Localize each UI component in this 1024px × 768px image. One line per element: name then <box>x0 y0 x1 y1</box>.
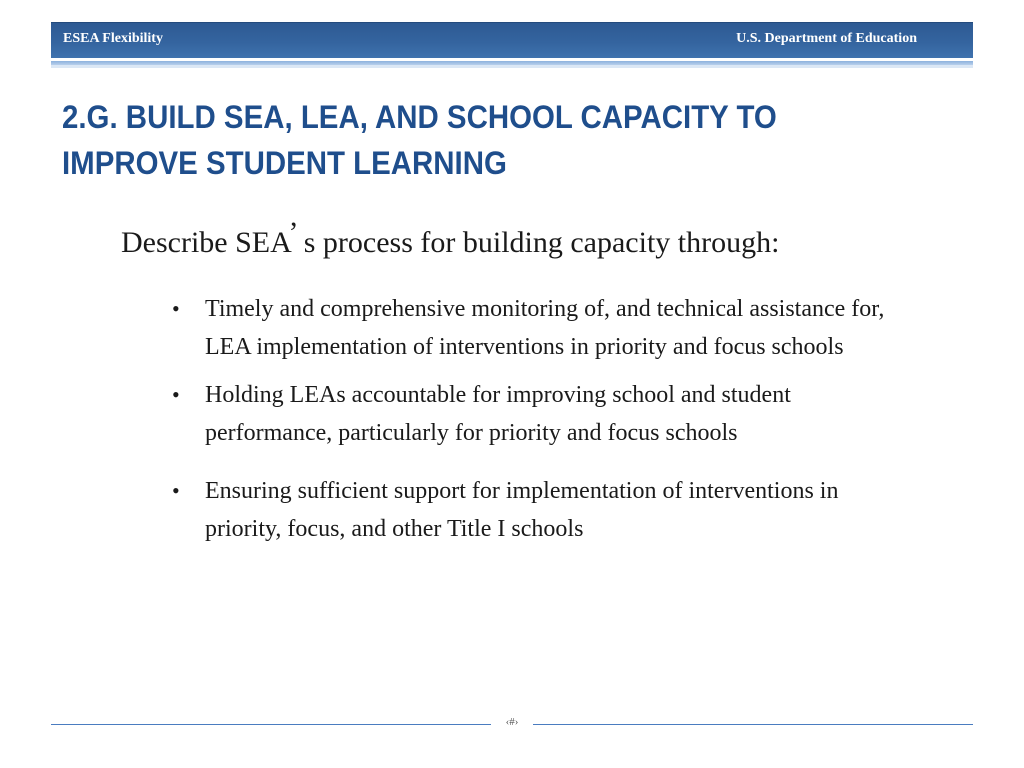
bullet-list <box>170 290 890 548</box>
slide-title-line-2: IMPROVE STUDENT LEARNING <box>62 145 507 181</box>
page-number: ‹#› <box>505 716 519 728</box>
intro-apostrophe: ’ <box>288 216 297 249</box>
bullet-marker: • <box>172 296 180 321</box>
intro-text-end: s process for building capacity through: <box>296 226 780 259</box>
bullet-item <box>170 376 890 452</box>
bullet-text: Timely and comprehensive monitoring of, and technical assistance for, LEA implementation of interventions in priority and focus schools <box>205 296 885 360</box>
footer-rule-right <box>533 724 973 725</box>
slide-title <box>62 94 890 186</box>
bullet-item <box>170 290 890 366</box>
bullet-item <box>170 472 890 548</box>
footer-rule-left <box>51 724 491 725</box>
slide-title-line-1: 2.G. BUILD SEA, LEA, AND SCHOOL CAPACITY TO <box>62 99 777 135</box>
intro-text <box>121 216 780 260</box>
bullet-marker: • <box>172 382 180 407</box>
header-accent-fade <box>51 65 973 68</box>
intro-text-start: Describe SEA <box>121 226 289 259</box>
bullet-text: Holding LEAs accountable for improving school and student performance, particularly for priority and focus schools <box>205 382 791 446</box>
header-department-label: U.S. Department of Education <box>736 31 917 46</box>
header-program-label: ESEA Flexibility <box>63 31 163 46</box>
bullet-marker: • <box>172 478 180 503</box>
header-bar <box>51 22 973 58</box>
bullet-text: Ensuring sufficient support for implementation of interventions in priority, focus, and other Title I schools <box>205 478 839 542</box>
